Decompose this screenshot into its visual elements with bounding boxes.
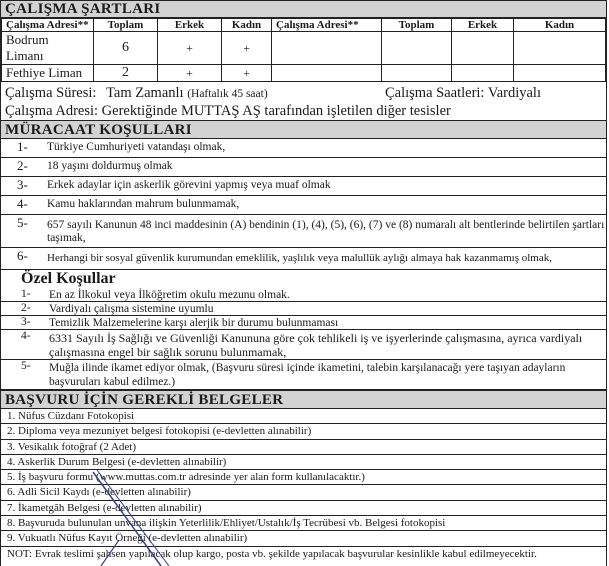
list-item: 3- Erkek adaylar için askerlik görevini yapmış veya muaf olmak: [1, 177, 606, 196]
duration-label: Çalışma Süresi:: [5, 85, 97, 101]
duration-value: Tam Zamanlı: [106, 85, 184, 101]
col-header-address-2: Çalışma Adresi**: [272, 19, 382, 32]
list-item: 6- Herhangi bir sosyal güvenlik kurumundan emeklilik, yaşlılık veya malullük aylığı almaya hak kazanmamış olmak,: [1, 248, 606, 270]
special-conditions-title: Özel Koşullar: [21, 270, 116, 287]
list-item: 1- Türkiye Cumhuriyeti vatandaşı olmak,: [1, 139, 606, 158]
col-header-total: Toplam: [94, 19, 158, 32]
document-item: 9. Vukuatlı Nüfus Kayıt Örneği (e-devletten alınabilir): [1, 531, 606, 546]
table-header-row: [2, 19, 606, 32]
female-cell: +: [222, 65, 272, 82]
col-header-male: Erkek: [158, 19, 222, 32]
work-duration-line: [1, 84, 606, 102]
female-cell: +: [222, 32, 272, 65]
total-cell: 2: [94, 65, 158, 82]
col-header-total-2: Toplam: [382, 19, 452, 32]
list-item: 5- 657 sayılı Kanunun 48 inci maddesinin (A) bendinin (1), (4), (5), (6), (7) ve (8) numaralı alt bentlerinde belirtilen şartları taşımak,: [1, 215, 606, 248]
col-header-female-2: Kadın: [514, 19, 606, 32]
col-header-address: Çalışma Adresi**: [2, 19, 94, 32]
male-cell: +: [158, 65, 222, 82]
location-cell: Bodrum Limanı: [2, 32, 94, 65]
application-conditions-heading: MÜRACAAT KOŞULLARI: [1, 120, 606, 139]
document-item: 3. Vesikalık fotoğraf (2 Adet): [1, 440, 606, 455]
list-item: 5- Muğla ilinde ikamet ediyor olmak, (Başvuru süresi içinde ikametini, talebin karşılanacağı yere taşıyan adayların başvuruları kabul edilmez.): [1, 360, 606, 390]
duration-note: (Haftalık 45 saat): [187, 88, 268, 100]
table-row: [2, 32, 606, 65]
list-item: 4- 6331 Sayılı İş Sağlığı ve Güvenliği Kanununa göre çok tehlikeli iş ve işyerlerinde çalışmasına, ayrıca vardiyalı çalışmasına engel bir sağlık sorunu bulunmamak,: [1, 330, 606, 360]
document-item: 8. Başvuruda bulunulan unvana ilişkin Yeterlilik/Ehliyet/Ustalık/İş Tecrübesi vb. Belgesi fotokopisi: [1, 516, 606, 531]
hours-value: Vardiyalı: [487, 85, 541, 101]
table-row: [2, 65, 606, 82]
male-cell: +: [158, 32, 222, 65]
list-item: 2- 18 yaşını doldurmuş olmak: [1, 158, 606, 177]
location-cell: Fethiye Liman: [2, 65, 94, 82]
submission-note: NOT: Evrak teslimi şahsen yapılacak olup kargo, posta vb. şekilde yapılacak başvurular kesinlikle kabul edilmeyecektir.: [7, 547, 537, 560]
hours-label: Çalışma Saatleri:: [385, 85, 485, 101]
document-item: 2. Diploma veya mezuniyet belgesi fotokopisi (e-devletten alınabilir): [1, 424, 606, 439]
document-item: 7. İkametgâh Belgesi (e-devletten alınabilir): [1, 501, 606, 516]
list-item: 4- Kamu haklarından mahrum bulunmamak,: [1, 196, 606, 215]
document-item: 4. Askerlik Durum Belgesi (e-devletten alınabilir): [1, 455, 606, 470]
document-item: 1. Nüfus Cüzdanı Fotokopisi: [1, 409, 606, 424]
list-item: 1- En az İlkokul veya İlköğretim okulu mezunu olmak.: [1, 288, 606, 302]
list-item: 2- Vardiyalı çalışma sistemine uyumlu: [1, 302, 606, 316]
col-header-female: Kadın: [222, 19, 272, 32]
document-item: 6. Adli Sicil Kaydı (e-devletten alınabilir): [1, 485, 606, 500]
work-locations-table: [1, 18, 606, 82]
document-item: 5. İş başvuru formu (www.muttas.com.tr adresinde yer alan form kullanılacaktır.): [1, 470, 606, 485]
required-documents-heading: BAŞVURU İÇİN GEREKLİ BELGELER: [1, 390, 606, 409]
total-cell: 6: [94, 32, 158, 65]
list-item: 3- Temizlik Malzemelerine karşı alerjik bir durumu bulunmaması: [1, 316, 606, 330]
work-conditions-heading: ÇALIŞMA ŞARTLARI: [1, 0, 606, 18]
col-header-male-2: Erkek: [452, 19, 514, 32]
work-address-line: Çalışma Adresi: Gerektiğinde MUTTAŞ AŞ tarafından işletilen diğer tesisler: [5, 103, 451, 119]
